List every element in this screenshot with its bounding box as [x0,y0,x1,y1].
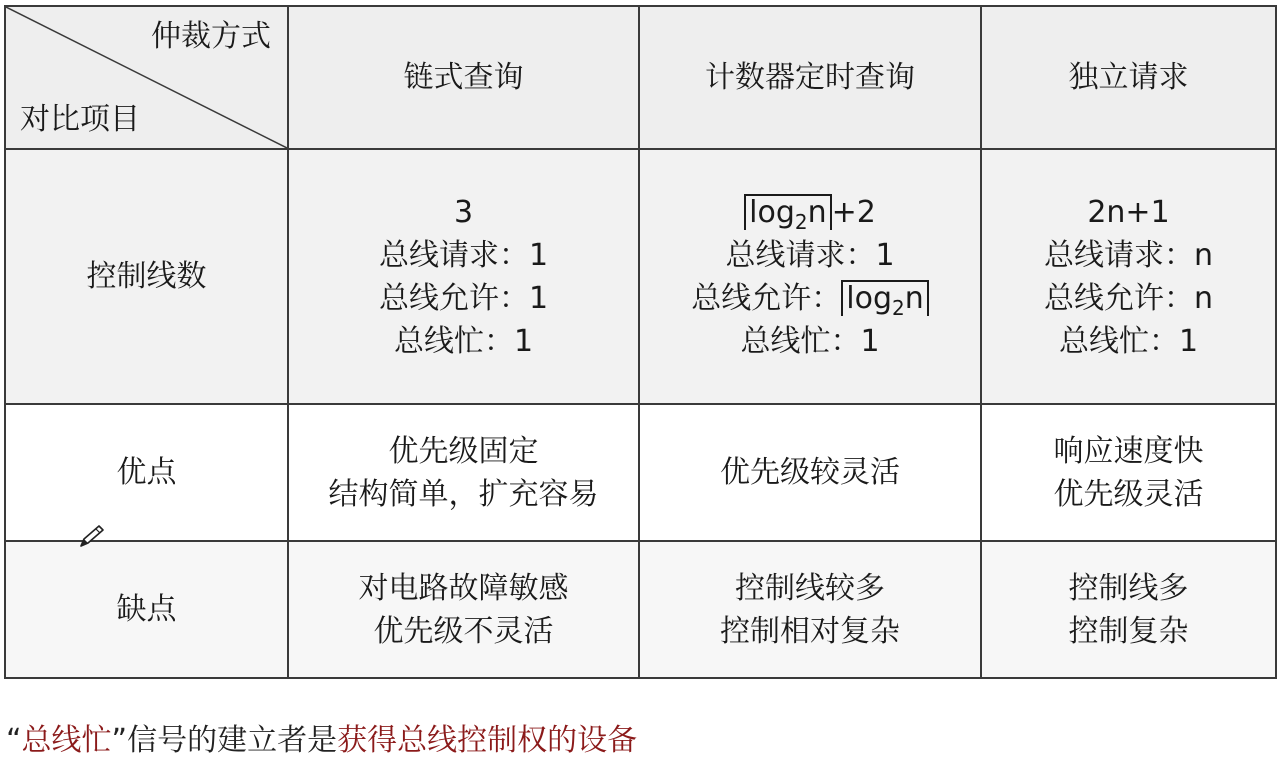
log-arg: n [904,280,924,316]
cell-line: 控制相对复杂 [720,613,900,649]
table-cell [639,149,981,404]
log-base: log [846,280,892,316]
cell-line: 总线请求：n [1043,237,1213,273]
header-row [5,6,1276,149]
corner-cell [5,6,288,149]
log-arg: n [807,194,827,230]
footer-note [6,720,637,762]
column-header: 独立请求 [981,6,1276,149]
cell-line-formula [640,191,980,234]
quoted-term: 总线忙 [21,723,112,758]
ceiling-bracket [744,194,831,234]
cell-line: 对电路故障敏感 [358,570,569,606]
table-cell [288,541,639,678]
table-cell [981,149,1276,404]
cell-line: 总线请求：1 [378,237,549,273]
log-subscript: 2 [794,209,808,234]
table-row [5,404,1276,541]
corner-top-label: 仲裁方式 [151,19,271,54]
formula-suffix: +2 [831,194,876,230]
allow-prefix: 总线允许： [691,280,842,316]
cell-line: 控制复杂 [1068,613,1189,649]
close-quote: ” [111,723,128,758]
table-cell [288,149,639,404]
cell-line: 响应速度快 [1053,433,1204,469]
cell-line: 总线允许：1 [378,280,549,316]
cell-line: 3 [453,194,474,230]
cell-line: 结构简单，扩充容易 [328,476,599,512]
table-cell [639,541,981,678]
footer-highlight: 获得总线控制权的设备 [337,723,638,758]
ceiling-bracket [841,280,928,320]
cell-line: 优先级较灵活 [720,455,900,490]
comparison-table [4,5,1277,679]
cell-line: 总线请求：1 [725,237,895,273]
open-quote: “ [6,723,22,758]
pencil-cursor-icon [78,523,106,549]
cell-line-formula [640,277,980,320]
cell-line: 总线忙：1 [740,323,880,359]
cell-line: 优先级灵活 [1053,476,1204,512]
cell-line: 控制线较多 [735,570,885,606]
table-cell [288,404,639,541]
table-cell [639,404,981,541]
row-header: 控制线数 [5,149,288,404]
log-base: log [749,194,795,230]
cell-line: 优先级不灵活 [373,613,554,649]
footer-middle-text: 信号的建立者是 [127,723,338,758]
corner-bottom-label: 对比项目 [20,102,140,137]
column-header: 计数器定时查询 [639,6,981,149]
cell-line: 控制线多 [1068,570,1189,606]
row-header: 优点 [5,404,288,541]
table-cell [981,541,1276,678]
cell-line: 总线忙：1 [393,323,534,359]
table-row [5,541,1276,678]
row-header: 缺点 [5,541,288,678]
table-cell [981,404,1276,541]
cell-line: 优先级固定 [388,433,539,469]
cell-line: 2n+1 [1087,194,1170,230]
cell-line: 总线忙：1 [1058,323,1199,359]
cell-line: 总线允许：n [1043,280,1213,316]
log-subscript: 2 [891,295,905,320]
table-row [5,149,1276,404]
column-header: 链式查询 [288,6,639,149]
